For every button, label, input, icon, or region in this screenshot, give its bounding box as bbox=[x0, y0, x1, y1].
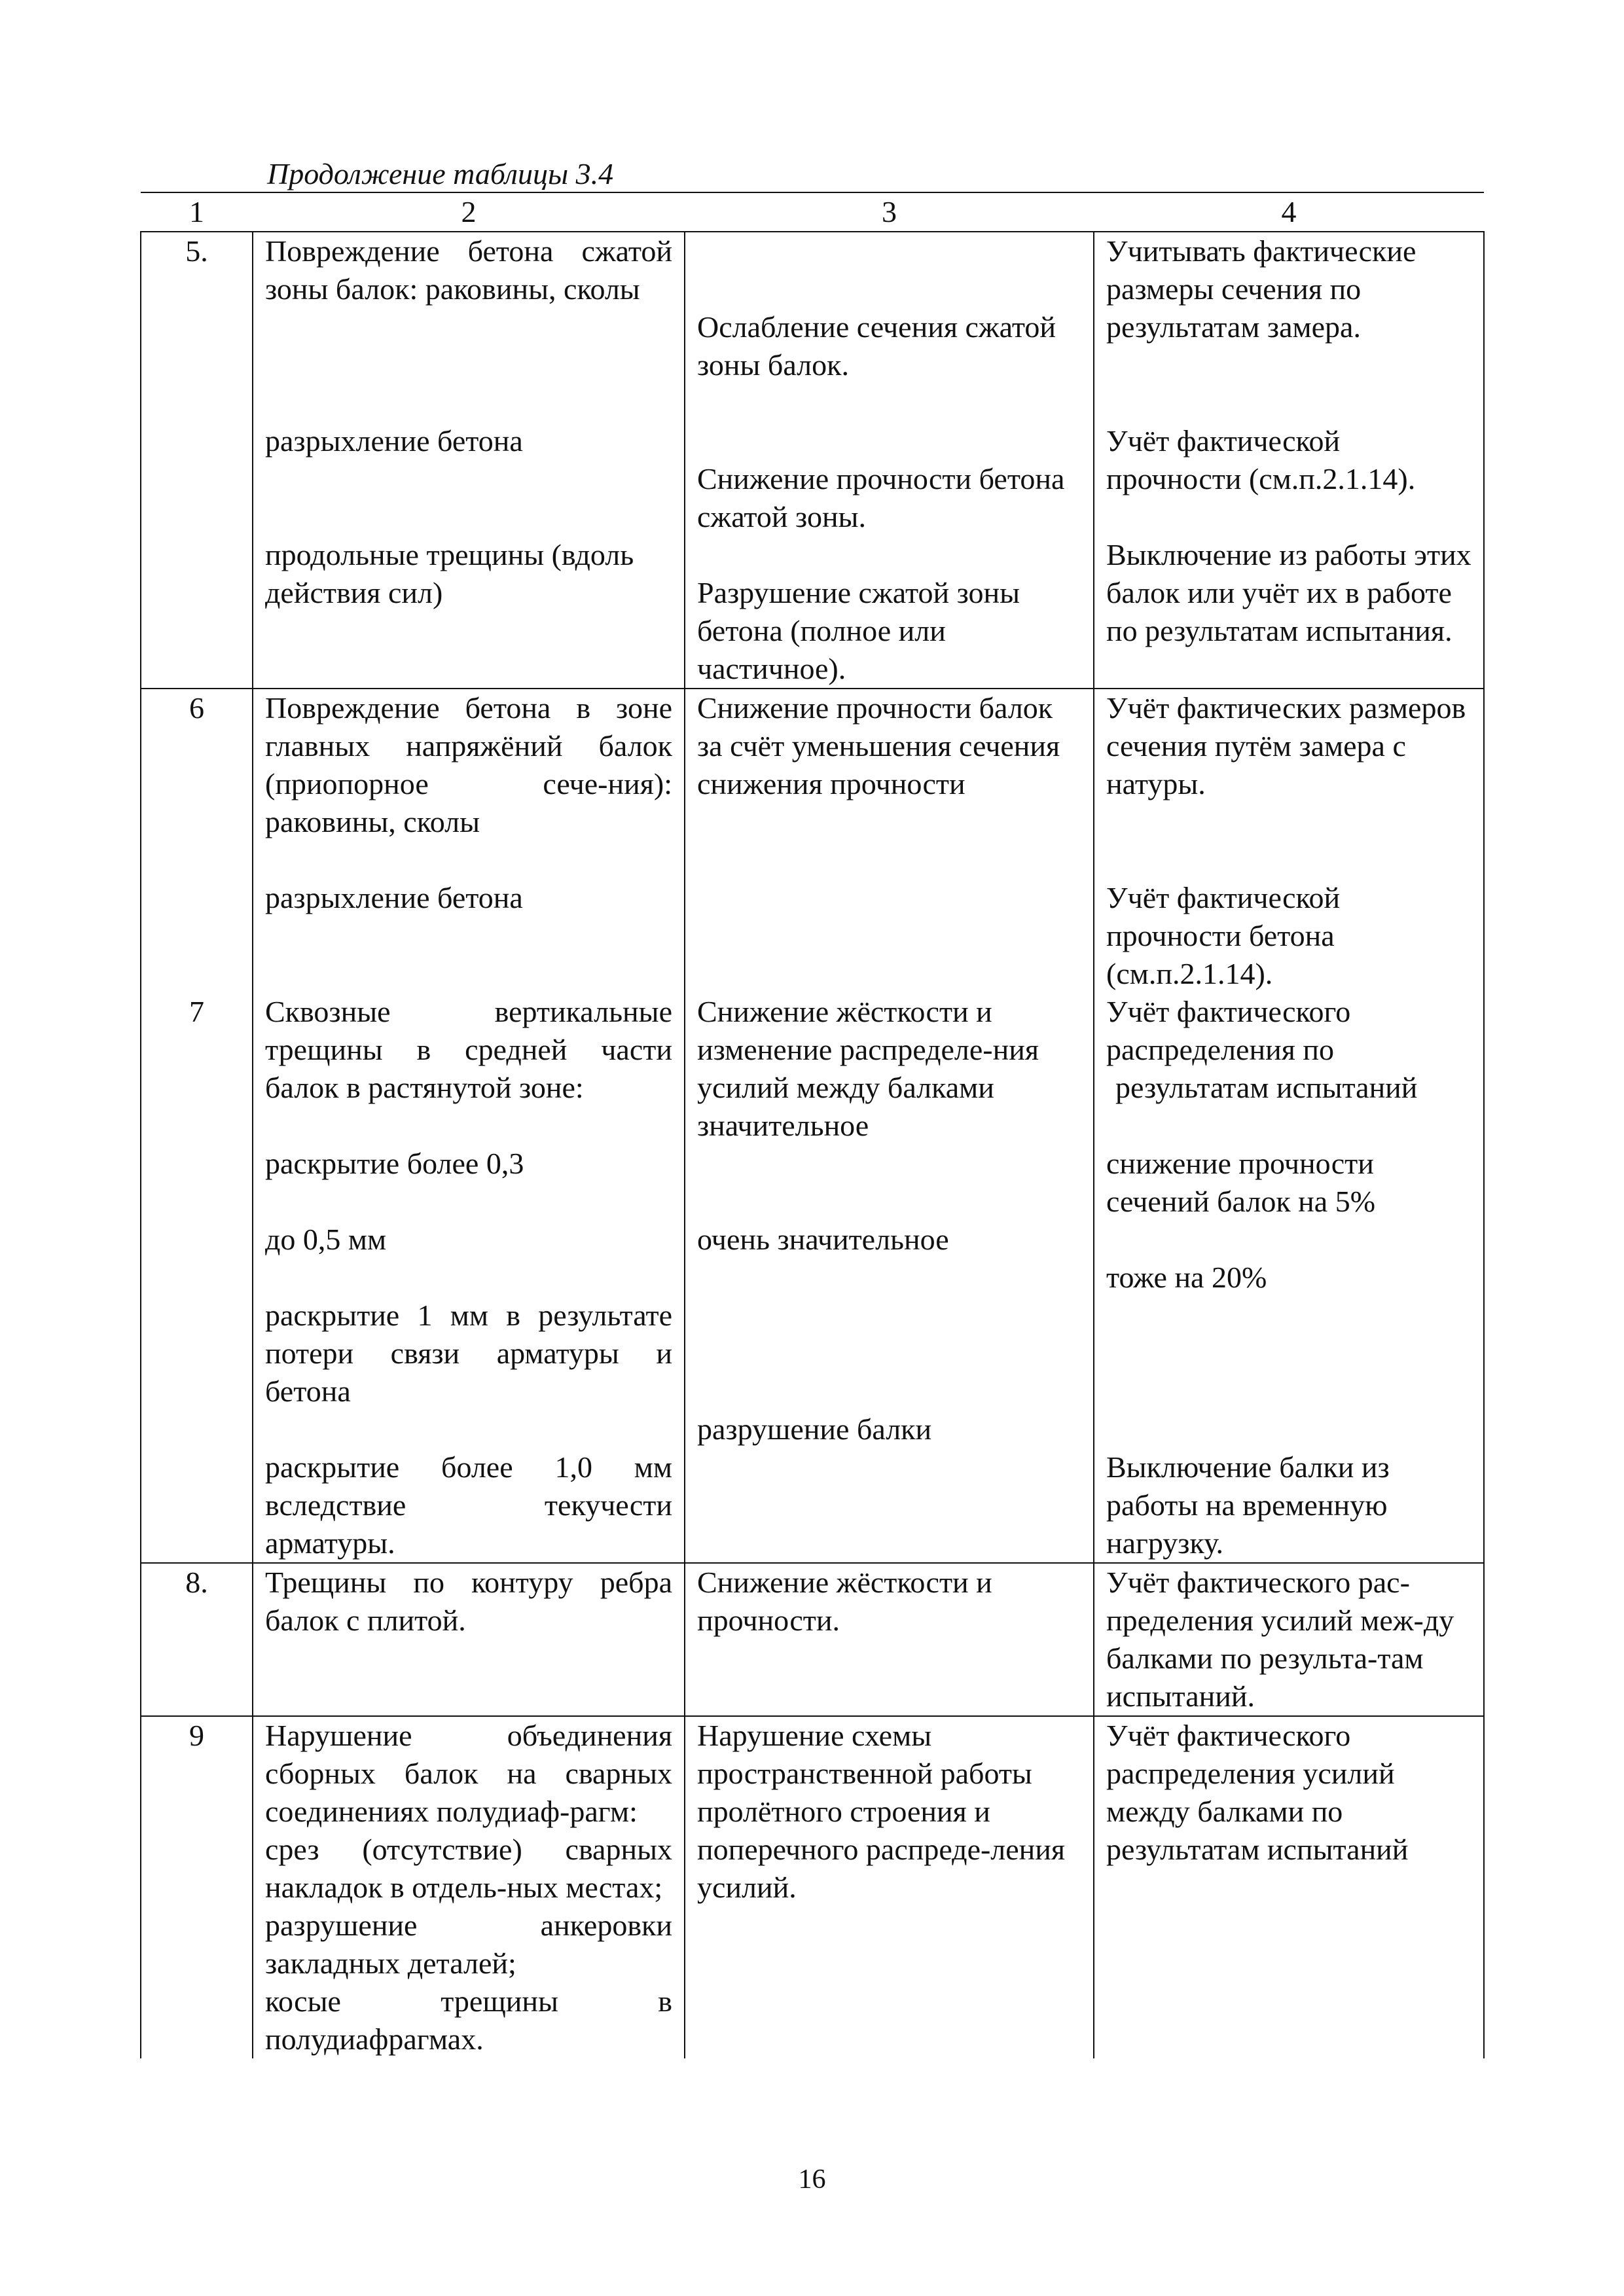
defect-text: раскрытие более 0,3 bbox=[265, 1147, 524, 1180]
measure-text: Учёт фактической прочности бетона (см.п.2.1.14). bbox=[1106, 881, 1341, 990]
column-number-4: 4 bbox=[1094, 192, 1484, 232]
consequence-cell bbox=[685, 232, 1094, 689]
table-row-7 bbox=[141, 993, 1484, 1563]
row-number: 8. bbox=[141, 1563, 253, 1716]
consequence-cell bbox=[685, 1716, 1094, 2058]
defect-text: продольные трещины (вдоль действия сил) bbox=[265, 538, 634, 609]
column-number-row bbox=[141, 192, 1484, 232]
defect-cell bbox=[253, 232, 685, 689]
defect-text: раскрытие 1 мм в результате потери связи арматуры и бетона bbox=[265, 1299, 672, 1408]
table-row-9 bbox=[141, 1716, 1484, 2058]
defect-text: Трещины по контуру ребра балок с плитой. bbox=[265, 1566, 672, 1637]
measure-text: результатам испытаний bbox=[1115, 1071, 1418, 1104]
defect-text: косые трещины в полудиафрагмах. bbox=[265, 1984, 672, 2056]
defect-cell bbox=[253, 689, 685, 993]
column-number-3: 3 bbox=[685, 192, 1094, 232]
row-number: 5. bbox=[141, 232, 253, 689]
measure-cell bbox=[1094, 689, 1484, 993]
measure-text: Учёт фактического распределения по bbox=[1106, 995, 1351, 1066]
row-number: 9 bbox=[141, 1716, 253, 2058]
consequence-text: Снижение прочности балок за счёт уменьшения сечения снижения прочности bbox=[697, 691, 1060, 800]
measure-text: Учитывать фактические размеры сечения по результатам замера. bbox=[1106, 234, 1416, 344]
defect-text: Повреждение бетона сжатой зоны балок: раковины, сколы bbox=[265, 234, 672, 306]
defect-text: Повреждение бетона в зоне главных напряжёний балок (приопорное сече-ния): раковины, сколы bbox=[265, 691, 672, 838]
measure-text: Учёт фактического распределения усилий между балками по результатам испытаний bbox=[1106, 1719, 1409, 1866]
consequence-cell bbox=[685, 993, 1094, 1563]
consequence-text: Снижение прочности бетона сжатой зоны. bbox=[697, 462, 1065, 533]
row-number: 6 bbox=[141, 689, 253, 993]
defect-cell bbox=[253, 1563, 685, 1716]
row-number: 7 bbox=[141, 993, 253, 1563]
measure-text: Учёт фактического рас-пределения усилий меж-ду балками по результа-там испытаний. bbox=[1106, 1566, 1454, 1713]
measure-cell bbox=[1094, 232, 1484, 689]
defect-text: Нарушение объединения сборных балок на сварных соединениях полудиаф-рагм: bbox=[265, 1719, 672, 1828]
page-number: 16 bbox=[798, 2164, 826, 2195]
defect-cell bbox=[253, 993, 685, 1563]
consequence-text: Нарушение схемы пространственной работы пролётного строения и поперечного распреде-ления усилий. bbox=[697, 1719, 1066, 1904]
consequence-text: очень значительное bbox=[697, 1223, 949, 1256]
measure-cell bbox=[1094, 1563, 1484, 1716]
defect-text: до 0,5 мм bbox=[265, 1223, 387, 1256]
consequence-text: Ослабление сечения сжатой зоны балок. bbox=[697, 310, 1056, 382]
table-row-8 bbox=[141, 1563, 1484, 1716]
measure-cell bbox=[1094, 993, 1484, 1563]
consequence-cell bbox=[685, 1563, 1094, 1716]
defect-text: срез (отсутствие) сварных накладок в отдель-ных местах; bbox=[265, 1833, 672, 1904]
column-number-1: 1 bbox=[141, 192, 253, 232]
table-3-4-continuation bbox=[140, 192, 1483, 2058]
table-row-5 bbox=[141, 232, 1484, 689]
defect-text: Сквозные вертикальные трещины в средней части балок в растянутой зоне: bbox=[265, 995, 672, 1104]
consequence-text: Снижение жёсткости и прочности. bbox=[697, 1566, 992, 1637]
measure-text: снижение прочности сечений балок на 5% bbox=[1106, 1147, 1376, 1218]
consequence-cell bbox=[685, 689, 1094, 993]
defect-cell bbox=[253, 1716, 685, 2058]
consequence-text: Снижение жёсткости и изменение распределе-ния усилий между балками bbox=[697, 995, 1039, 1104]
consequence-text: разрушение балки bbox=[697, 1412, 932, 1446]
measure-text: Выключение из работы этих балок или учёт их в работе по результатам испытания. bbox=[1106, 538, 1471, 647]
measure-text: Учёт фактической прочности (см.п.2.1.14). bbox=[1106, 424, 1416, 495]
defect-text: разрушение анкеровки закладных деталей; bbox=[265, 1909, 672, 1980]
table-caption: Продолжение таблицы 3.4 bbox=[267, 157, 614, 190]
measure-cell bbox=[1094, 1716, 1484, 2058]
measure-text: Учёт фактических размеров сечения путём замера с натуры. bbox=[1106, 691, 1466, 800]
consequence-text: Разрушение сжатой зоны бетона (полное или частичное). bbox=[697, 576, 1020, 685]
measure-text: Выключение балки из работы на временную нагрузку. bbox=[1106, 1450, 1390, 1560]
defect-text: разрыхление бетона bbox=[265, 881, 523, 914]
column-number-2: 2 bbox=[253, 192, 685, 232]
table-row-6 bbox=[141, 689, 1484, 993]
measure-text: тоже на 20% bbox=[1106, 1261, 1267, 1294]
defect-text: разрыхление бетона bbox=[265, 424, 523, 457]
defect-text: раскрытие более 1,0 мм вследствие текучести арматуры. bbox=[265, 1450, 672, 1560]
consequence-text: значительное bbox=[697, 1109, 869, 1142]
